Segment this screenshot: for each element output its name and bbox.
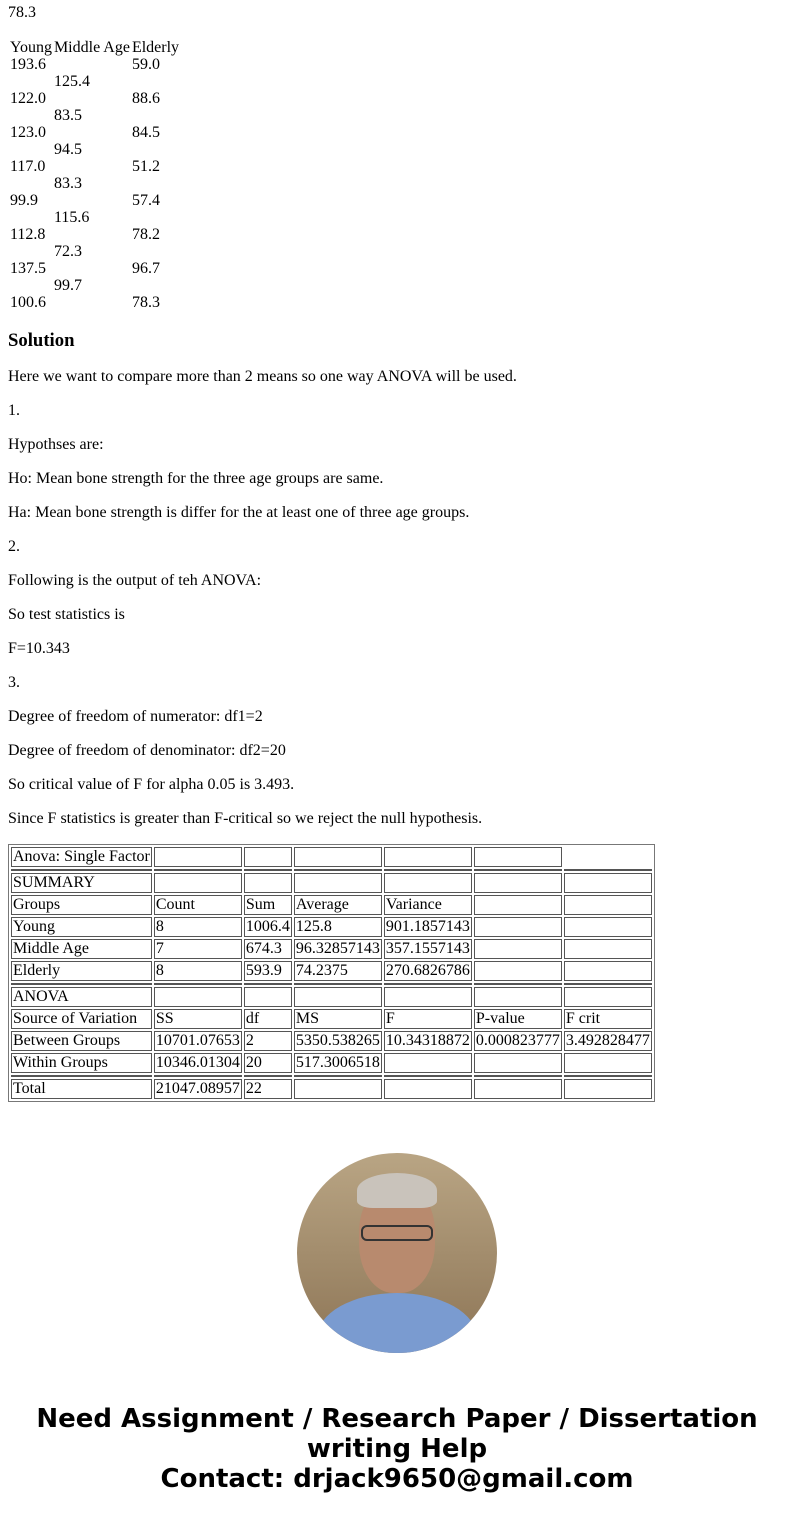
empty-cell bbox=[564, 987, 652, 1007]
data-cell: 117.0 bbox=[10, 158, 46, 175]
table-cell: 125.8 bbox=[294, 917, 382, 937]
separator-cell bbox=[244, 1075, 292, 1077]
separator-row bbox=[11, 869, 652, 871]
table-cell: 74.2375 bbox=[294, 961, 382, 981]
data-cell: 88.6 bbox=[131, 90, 160, 107]
table-cell bbox=[294, 1079, 382, 1099]
data-cell: 125.4 bbox=[53, 73, 90, 90]
separator-cell bbox=[294, 983, 382, 985]
data-cell: 123.0 bbox=[10, 124, 46, 141]
table-cell: 270.6826786 bbox=[385, 962, 470, 979]
separator-cell bbox=[154, 983, 242, 985]
data-cell bbox=[54, 56, 130, 73]
table-cell: Total bbox=[11, 1079, 152, 1099]
anova-header-row bbox=[11, 1009, 652, 1029]
solution-paragraph: Since F statistics is greater than F-critical so we reject the null hypothesis. bbox=[8, 810, 483, 827]
separator-cell bbox=[11, 869, 152, 871]
table-cell: 674.3 bbox=[244, 939, 292, 959]
data-cell: 122.0 bbox=[10, 90, 46, 107]
data-cell bbox=[54, 192, 130, 209]
summary-row bbox=[11, 917, 652, 937]
title-row bbox=[11, 847, 652, 867]
data-row bbox=[10, 141, 179, 158]
table-cell: Between Groups bbox=[11, 1031, 152, 1051]
table-cell: Elderly bbox=[11, 961, 152, 981]
table-cell bbox=[474, 1079, 562, 1099]
empty-cell bbox=[474, 873, 562, 893]
solution-paragraph: So test statistics is bbox=[8, 606, 125, 623]
data-cell: 96.7 bbox=[131, 260, 160, 277]
data-row bbox=[10, 192, 179, 209]
glasses-icon bbox=[361, 1225, 433, 1241]
separator-cell bbox=[294, 869, 382, 871]
data-cell bbox=[132, 277, 179, 294]
table-cell bbox=[474, 939, 562, 959]
separator-cell bbox=[384, 869, 472, 871]
table-cell: 0.000823777 bbox=[475, 1032, 560, 1049]
column-header-cell: F bbox=[384, 1009, 472, 1029]
column-header-cell: Count bbox=[154, 895, 242, 915]
data-cell bbox=[54, 124, 130, 141]
data-cell bbox=[10, 107, 52, 124]
table-cell bbox=[474, 1053, 562, 1073]
data-cell: 78.3 bbox=[131, 294, 160, 311]
empty-cell bbox=[294, 847, 382, 867]
separator-row bbox=[11, 1075, 652, 1077]
table-cell bbox=[384, 1053, 472, 1073]
solution-paragraph: Here we want to compare more than 2 means so one way ANOVA will be used. bbox=[8, 368, 517, 385]
data-row bbox=[10, 158, 179, 175]
solution-paragraph: Ho: Mean bone strength for the three age groups are same. bbox=[8, 470, 384, 487]
table-cell: 8 bbox=[154, 917, 242, 937]
column-header: Young bbox=[10, 39, 52, 56]
data-cell bbox=[54, 226, 130, 243]
promo-line: writing Help bbox=[306, 1434, 488, 1464]
empty-cell bbox=[154, 987, 242, 1007]
solution-paragraph: 2. bbox=[8, 538, 20, 555]
data-cell bbox=[132, 141, 179, 158]
data-cell: 84.5 bbox=[131, 124, 160, 141]
author-photo bbox=[297, 1153, 497, 1353]
empty-cell bbox=[244, 847, 292, 867]
table-cell: Middle Age bbox=[11, 939, 152, 959]
anova-row bbox=[11, 1031, 652, 1051]
separator-cell bbox=[564, 983, 652, 985]
table-title-cell: Anova: Single Factor bbox=[13, 848, 150, 865]
solution-paragraph: 1. bbox=[8, 402, 20, 419]
table-cell: Young bbox=[11, 917, 152, 937]
data-cell bbox=[10, 209, 52, 226]
table-cell: 7 bbox=[154, 939, 242, 959]
separator-cell bbox=[474, 869, 562, 871]
separator-cell bbox=[154, 1075, 242, 1077]
summary-label-row bbox=[11, 873, 652, 893]
separator-cell bbox=[154, 869, 242, 871]
solution-paragraph: F=10.343 bbox=[8, 640, 70, 657]
data-row bbox=[10, 243, 179, 260]
data-cell: 51.2 bbox=[131, 158, 160, 175]
data-row bbox=[10, 260, 179, 277]
solution-paragraph: Hypothses are: bbox=[8, 436, 104, 453]
solution-paragraph: Following is the output of teh ANOVA: bbox=[8, 572, 262, 589]
data-cell bbox=[10, 175, 52, 192]
solution-paragraph: So critical value of F for alpha 0.05 is 3.493. bbox=[8, 776, 295, 793]
separator-cell bbox=[474, 1075, 562, 1077]
data-cell: 94.5 bbox=[53, 141, 82, 158]
anova-label-row bbox=[11, 987, 652, 1007]
column-header-cell: SS bbox=[154, 1009, 242, 1029]
section-label-cell: SUMMARY bbox=[11, 873, 152, 893]
data-cell bbox=[10, 277, 52, 294]
promo-banner bbox=[0, 1404, 794, 1494]
data-cell: 100.6 bbox=[10, 294, 46, 311]
data-cell: 99.9 bbox=[10, 192, 38, 209]
table-cell bbox=[564, 939, 652, 959]
column-header-cell bbox=[474, 895, 562, 915]
summary-row bbox=[11, 939, 652, 959]
table-cell: 96.32857143 bbox=[295, 940, 380, 957]
table-cell: 10346.01304 bbox=[155, 1054, 240, 1071]
separator-cell bbox=[11, 1075, 152, 1077]
data-row bbox=[10, 56, 179, 73]
summary-row bbox=[11, 961, 652, 981]
table-cell: 357.1557143 bbox=[385, 940, 470, 957]
data-cell bbox=[54, 260, 130, 277]
empty-cell bbox=[154, 847, 242, 867]
empty-cell bbox=[244, 873, 292, 893]
data-cell bbox=[54, 294, 130, 311]
data-cell: 115.6 bbox=[53, 209, 90, 226]
total-row bbox=[11, 1079, 652, 1099]
empty-cell bbox=[294, 873, 382, 893]
data-row bbox=[10, 124, 179, 141]
separator-cell bbox=[244, 869, 292, 871]
data-cell bbox=[54, 90, 130, 107]
empty-cell bbox=[384, 847, 472, 867]
data-row bbox=[10, 90, 179, 107]
solution-heading: Solution bbox=[8, 330, 75, 351]
data-cell: 83.3 bbox=[53, 175, 82, 192]
promo-contact: Contact: drjack9650@gmail.com bbox=[160, 1464, 634, 1494]
separator-cell bbox=[384, 1075, 472, 1077]
data-cell: 112.8 bbox=[10, 226, 46, 243]
column-header: Elderly bbox=[131, 39, 180, 56]
data-cell: 193.6 bbox=[10, 56, 46, 73]
column-header-cell: MS bbox=[294, 1009, 382, 1029]
table-cell: 10701.07653 bbox=[155, 1032, 240, 1049]
table-cell: 593.9 bbox=[244, 961, 292, 981]
table-cell: 5350.538265 bbox=[295, 1032, 380, 1049]
table-cell bbox=[474, 961, 562, 981]
data-row bbox=[10, 73, 179, 90]
data-row bbox=[10, 277, 179, 294]
table-cell bbox=[564, 961, 652, 981]
data-cell: 57.4 bbox=[131, 192, 160, 209]
data-cell: 83.5 bbox=[53, 107, 82, 124]
anova-row bbox=[11, 1053, 652, 1073]
separator-cell bbox=[474, 983, 562, 985]
column-header-cell bbox=[564, 895, 652, 915]
data-row bbox=[10, 209, 179, 226]
separator-cell bbox=[384, 983, 472, 985]
table-cell: 1006.4 bbox=[245, 918, 290, 935]
top-value: 78.3 bbox=[8, 4, 36, 21]
empty-cell bbox=[294, 987, 382, 1007]
empty-cell bbox=[244, 987, 292, 1007]
data-cell: 137.5 bbox=[10, 260, 46, 277]
empty-cell bbox=[564, 873, 652, 893]
table-cell: 517.3006518 bbox=[295, 1054, 380, 1071]
solution-paragraph: Ha: Mean bone strength is differ for the at least one of three age groups. bbox=[8, 504, 470, 521]
summary-header-row bbox=[11, 895, 652, 915]
data-cell bbox=[10, 73, 52, 90]
data-row bbox=[10, 107, 179, 124]
anova-table bbox=[8, 844, 655, 1102]
section-label-cell: ANOVA bbox=[11, 987, 152, 1007]
table-cell bbox=[384, 1079, 472, 1099]
table-cell: 21047.08957 bbox=[155, 1080, 240, 1097]
separator-cell bbox=[294, 1075, 382, 1077]
separator-cell bbox=[564, 869, 652, 871]
table-cell: 8 bbox=[154, 961, 242, 981]
solution-text bbox=[8, 368, 786, 828]
data-cell bbox=[10, 243, 52, 260]
table-cell: 901.1857143 bbox=[385, 918, 470, 935]
data-cell: 59.0 bbox=[131, 56, 160, 73]
header-row bbox=[10, 39, 179, 56]
bone-strength-data-table bbox=[8, 39, 181, 311]
table-cell bbox=[474, 917, 562, 937]
column-header-cell: Sum bbox=[244, 895, 292, 915]
data-cell bbox=[10, 141, 52, 158]
data-cell: 78.2 bbox=[131, 226, 160, 243]
empty-cell bbox=[384, 987, 472, 1007]
column-header-cell: Average bbox=[294, 895, 382, 915]
promo-line: Need Assignment / Research Paper / Dissertation bbox=[36, 1404, 758, 1434]
solution-paragraph: Degree of freedom of denominator: df2=20 bbox=[8, 742, 286, 759]
table-cell: 3.492828477 bbox=[565, 1032, 650, 1049]
table-cell bbox=[564, 1079, 652, 1099]
table-cell: 10.34318872 bbox=[385, 1032, 470, 1049]
solution-paragraph: Degree of freedom of numerator: df1=2 bbox=[8, 708, 263, 725]
data-cell bbox=[132, 107, 179, 124]
separator-cell bbox=[11, 983, 152, 985]
empty-cell bbox=[154, 873, 242, 893]
data-cell: 72.3 bbox=[53, 243, 82, 260]
data-cell: 99.7 bbox=[53, 277, 82, 294]
data-cell bbox=[54, 158, 130, 175]
data-cell bbox=[132, 73, 179, 90]
separator-cell bbox=[244, 983, 292, 985]
empty-cell bbox=[474, 847, 562, 867]
table-cell bbox=[564, 1053, 652, 1073]
table-cell: 2 bbox=[244, 1031, 292, 1051]
data-row bbox=[10, 226, 179, 243]
table-cell bbox=[564, 917, 652, 937]
separator-row bbox=[11, 983, 652, 985]
empty-cell bbox=[474, 987, 562, 1007]
table-cell: Within Groups bbox=[11, 1053, 152, 1073]
table-cell: 22 bbox=[244, 1079, 292, 1099]
table-cell: 20 bbox=[244, 1053, 292, 1073]
data-cell bbox=[132, 243, 179, 260]
column-header-cell: P-value bbox=[474, 1009, 562, 1029]
data-cell bbox=[132, 175, 179, 192]
separator-cell bbox=[564, 1075, 652, 1077]
column-header-cell: Variance bbox=[384, 895, 472, 915]
empty-cell bbox=[384, 873, 472, 893]
column-header-cell: Source of Variation bbox=[11, 1009, 152, 1029]
data-row bbox=[10, 175, 179, 192]
data-cell bbox=[132, 209, 179, 226]
solution-paragraph: 3. bbox=[8, 674, 20, 691]
column-header-cell: F crit bbox=[564, 1009, 652, 1029]
column-header-cell: Groups bbox=[11, 895, 152, 915]
column-header: Middle Age bbox=[53, 39, 130, 56]
column-header-cell: df bbox=[244, 1009, 292, 1029]
data-row bbox=[10, 294, 179, 311]
